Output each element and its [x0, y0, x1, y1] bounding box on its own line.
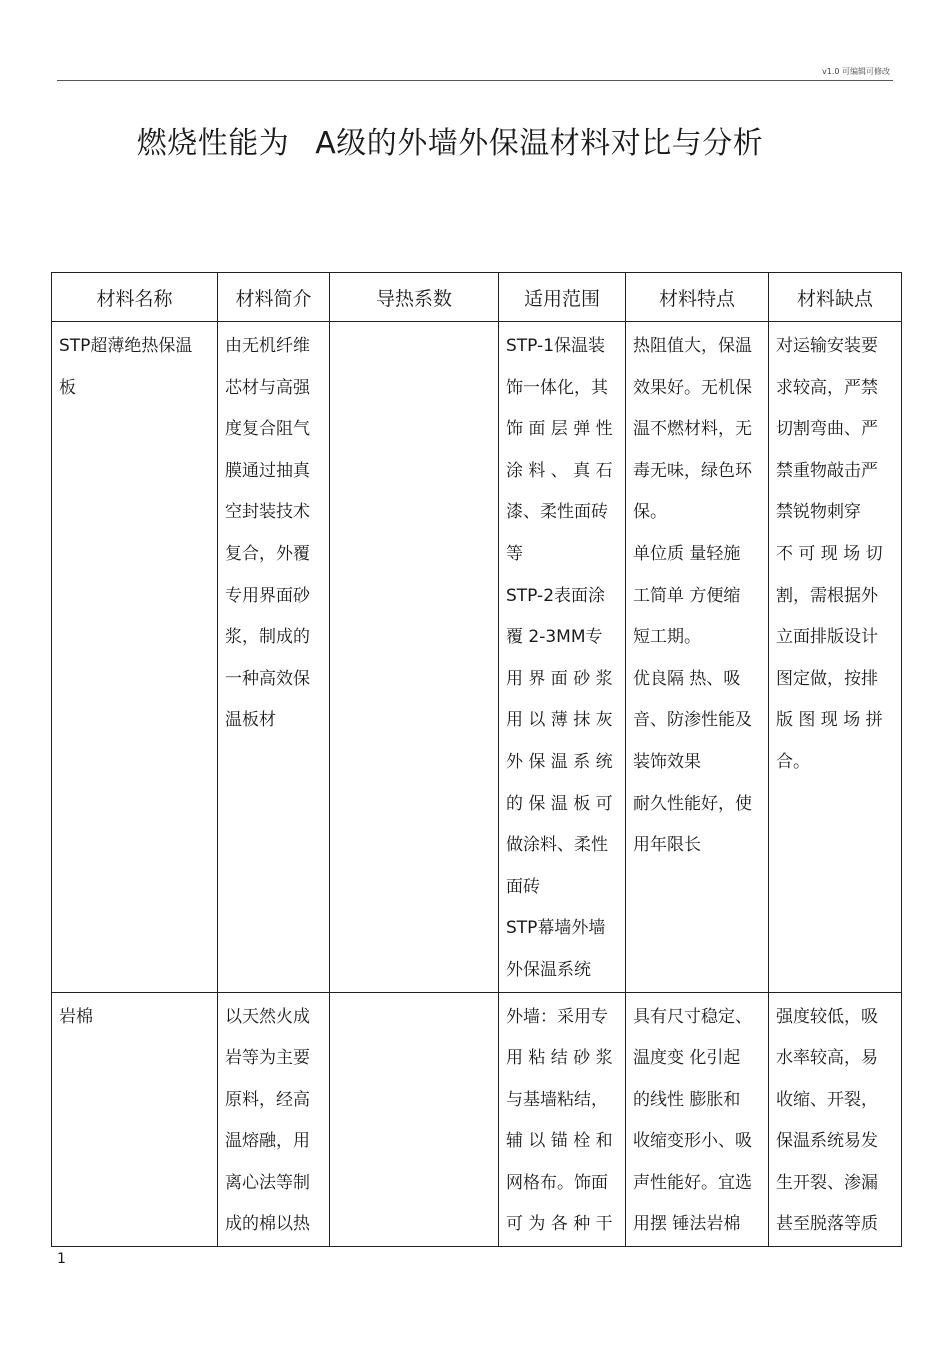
header-material-drawbacks: 材料缺点: [769, 273, 902, 322]
cell-text-line: 的 保 温 板 可: [506, 793, 613, 814]
page-number: 1: [57, 1251, 66, 1267]
cell-application-scope: [499, 322, 626, 993]
cell-material-intro: [218, 322, 330, 993]
cell-text-line: 版 图 现 场 拼: [776, 710, 883, 731]
cell-text-line: 装饰效果: [633, 751, 701, 772]
cell-text-line: 热阻值大，保温: [633, 336, 752, 356]
cell-text-line: 音、防渗性能及: [633, 710, 752, 731]
version-note: v1.0 可编辑可修改: [822, 67, 890, 76]
cell-text-line: 外保温系统: [506, 959, 591, 980]
cell-text-line: 强度较低，吸: [776, 1006, 878, 1027]
cell-thermal-conductivity: [330, 992, 499, 1247]
title-part-2: A级的外墙外保温材料对比与分析: [315, 126, 764, 161]
cell-material-features: [626, 992, 769, 1247]
cell-text-line: STP超薄绝热保温: [59, 336, 193, 356]
cell-material-name: [52, 992, 218, 1247]
cell-text-line: 饰 面 层 弹 性: [506, 419, 613, 440]
cell-text-line: 等: [506, 543, 523, 564]
cell-text-line: 用 界 面 砂 浆: [506, 668, 613, 689]
cell-text-line: 声性能好。宜选: [633, 1172, 752, 1193]
cell-text-line: 图定做，按排: [776, 668, 878, 689]
cell-text-line: 网格布。饰面: [506, 1172, 608, 1193]
cell-text-line: 芯材与高强: [225, 377, 310, 398]
cell-text-line: 水率较高，易: [776, 1048, 878, 1069]
cell-text-line: STP幕墙外墙: [506, 918, 606, 939]
header-material-intro: 材料简介: [218, 273, 330, 322]
cell-text-line: 可 为 各 种 干: [506, 1214, 613, 1235]
cell-text-line: 辅 以 锚 栓 和: [506, 1131, 613, 1152]
cell-text-line: 由无机纤维: [225, 336, 310, 356]
cell-text-line: 的线性 膨胀和: [633, 1089, 741, 1110]
title-part-1: 燃烧性能为: [136, 126, 290, 161]
page-title: [0, 118, 900, 162]
cell-text-line: 求较高，严禁: [776, 377, 878, 398]
cell-text-line: 禁重物敲击严: [776, 460, 878, 481]
cell-text-line: 板: [59, 377, 76, 398]
comparison-table: [51, 272, 902, 1247]
cell-text-line: 外 保 温 系 统: [506, 751, 613, 772]
cell-text-line: 收缩、开裂，: [776, 1089, 878, 1110]
header-material-name: 材料名称: [52, 273, 218, 322]
cell-text-line: 具有尺寸稳定、: [633, 1006, 752, 1027]
cell-text-line: 岩棉: [59, 1006, 93, 1027]
header-rule: [57, 80, 893, 81]
cell-text-line: 膜通过抽真: [225, 460, 310, 481]
cell-text-line: 做涂料、柔性: [506, 835, 608, 856]
table-row: [52, 322, 902, 993]
cell-application-scope: [499, 992, 626, 1247]
cell-text-line: 禁锐物刺穿: [776, 502, 861, 523]
cell-text-line: 切割弯曲、严: [776, 419, 878, 440]
cell-text-line: 以天然火成: [225, 1006, 310, 1027]
cell-text-line: 不 可 现 场 切: [776, 543, 883, 564]
cell-text-line: 短工期。: [633, 627, 701, 648]
cell-text-line: 覆 2-3MM专: [506, 627, 603, 648]
cell-text-line: 效果好。无机保: [633, 377, 752, 398]
cell-text-line: 用年限长: [633, 835, 701, 856]
cell-text-line: 离心法等制: [225, 1172, 310, 1193]
cell-text-line: 复合，外覆: [225, 543, 310, 564]
cell-text-line: 饰一体化，其: [506, 377, 608, 398]
cell-text-line: 专用界面砂: [225, 585, 310, 606]
cell-text-line: 一种高效保: [225, 668, 310, 689]
cell-text-line: 原料，经高: [225, 1089, 310, 1110]
cell-material-features: [626, 322, 769, 993]
cell-material-drawbacks: [769, 992, 902, 1247]
cell-text-line: 毒无味，绿色环: [633, 460, 752, 481]
table-row: [52, 992, 902, 1247]
cell-text-line: 立面排版设计: [776, 627, 878, 648]
header-application-scope: 适用范围: [499, 273, 626, 322]
cell-text-line: 温度变 化引起: [633, 1048, 741, 1069]
cell-text-line: 优良隔 热、吸: [633, 668, 741, 689]
table-header-row: [52, 273, 902, 322]
cell-text-line: 工简单 方便缩: [633, 585, 741, 606]
cell-text-line: 用摆 锤法岩棉: [633, 1214, 741, 1235]
cell-text-line: 温熔融，用: [225, 1131, 310, 1152]
cell-text-line: 温板材: [225, 710, 276, 731]
cell-material-intro: [218, 992, 330, 1247]
cell-text-line: 对运输安装要: [776, 336, 878, 356]
cell-text-line: 浆，制成的: [225, 627, 310, 648]
cell-text-line: 度复合阻气: [225, 419, 310, 440]
cell-material-drawbacks: [769, 322, 902, 993]
cell-text-line: 耐久性能好，使: [633, 793, 752, 814]
cell-text-line: 岩等为主要: [225, 1048, 310, 1069]
cell-text-line: 涂 料 、 真 石: [506, 460, 613, 481]
cell-text-line: 外墙：采用专: [506, 1006, 608, 1027]
cell-text-line: 保。: [633, 502, 667, 523]
cell-text-line: 面砖: [506, 876, 540, 897]
cell-text-line: 甚至脱落等质: [776, 1214, 878, 1235]
cell-text-line: 合。: [776, 751, 810, 772]
header-material-features: 材料特点: [626, 273, 769, 322]
cell-thermal-conductivity: [330, 322, 499, 993]
cell-text-line: 用 粘 结 砂 浆: [506, 1048, 613, 1069]
cell-text-line: 生开裂、渗漏: [776, 1172, 878, 1193]
cell-text-line: 成的棉以热: [225, 1214, 310, 1235]
cell-text-line: 与基墙粘结，: [506, 1089, 608, 1110]
cell-text-line: 收缩变形小、吸: [633, 1131, 752, 1152]
cell-material-name: [52, 322, 218, 993]
header-thermal-conductivity: 导热系数: [330, 273, 499, 322]
cell-text-line: 空封装技术: [225, 502, 310, 523]
cell-text-line: 单位质 量轻施: [633, 543, 741, 564]
cell-text-line: 用 以 薄 抹 灰: [506, 710, 613, 731]
cell-text-line: 漆、柔性面砖: [506, 502, 608, 523]
cell-text-line: 割，需根据外: [776, 585, 878, 606]
cell-text-line: STP-2表面涂: [506, 585, 606, 606]
cell-text-line: 温不燃材料，无: [633, 419, 752, 440]
cell-text-line: 保温系统易发: [776, 1131, 878, 1152]
cell-text-line: STP-1保温装: [506, 336, 606, 356]
